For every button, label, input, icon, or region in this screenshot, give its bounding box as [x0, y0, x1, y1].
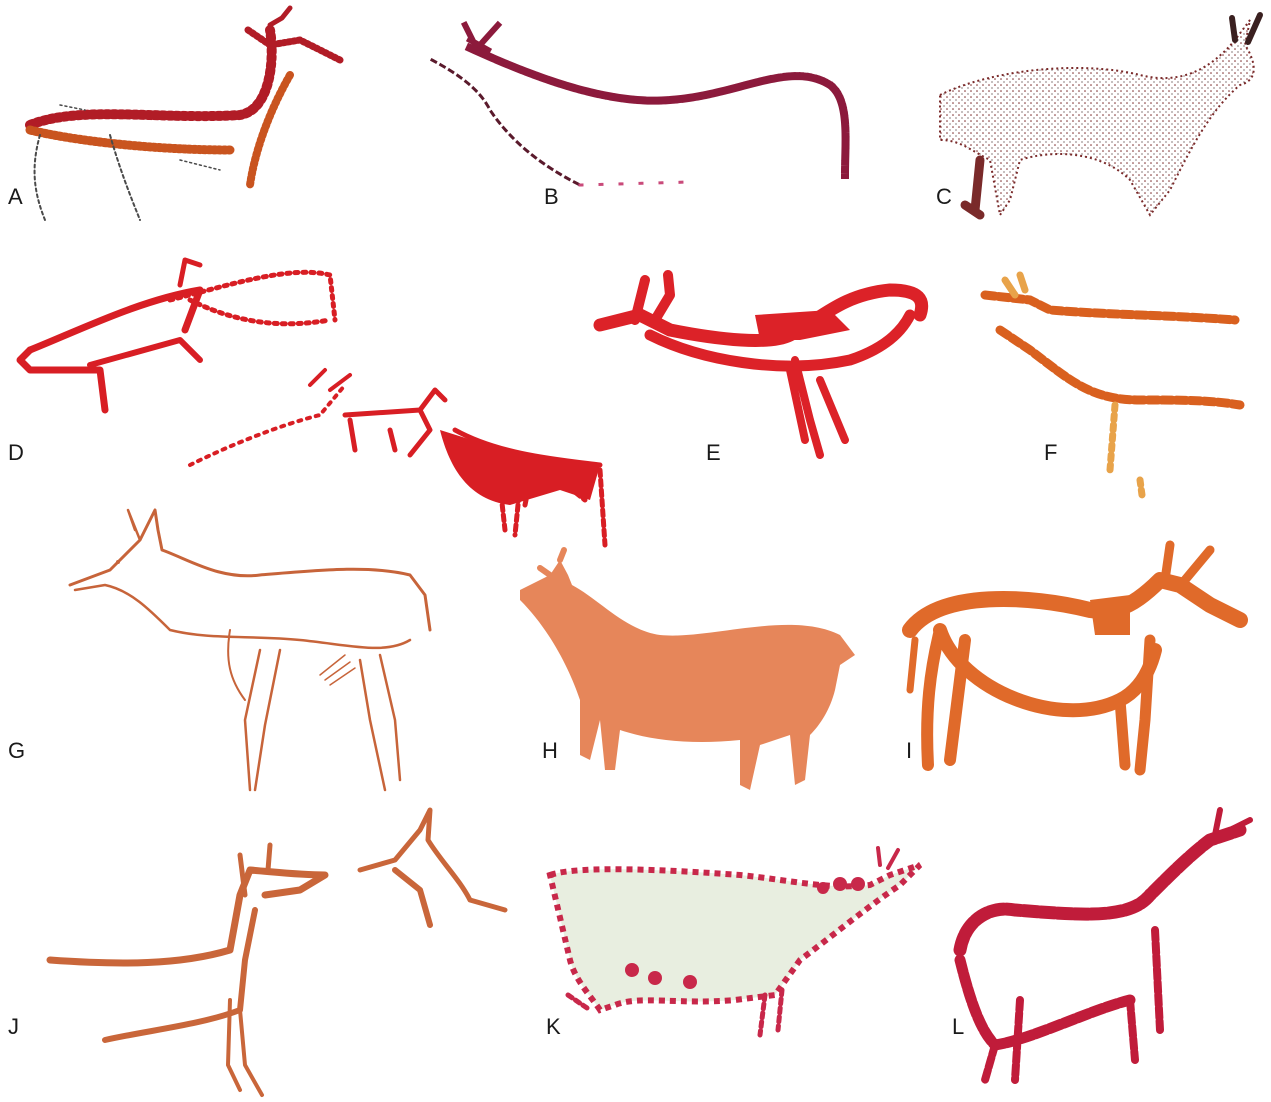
panel-i-drawing — [880, 520, 1271, 800]
panel-h-label: H — [542, 738, 558, 763]
panel-j — [0, 800, 520, 1102]
panel-b — [420, 0, 880, 230]
panel-k — [520, 820, 940, 1102]
panel-l — [940, 800, 1271, 1102]
panel-b-label: B — [544, 184, 559, 209]
panel-a-drawing — [0, 0, 420, 230]
panel-e — [580, 240, 960, 470]
panel-j-drawing — [0, 800, 520, 1102]
panel-f — [970, 240, 1271, 500]
panel-a — [0, 0, 420, 230]
panel-e-label: E — [706, 440, 721, 465]
panel-l-drawing — [940, 800, 1271, 1102]
panel-g-label: G — [8, 738, 26, 763]
panel-f-label: F — [1044, 440, 1058, 465]
panel-g — [0, 500, 460, 800]
panel-d-label: D — [8, 440, 24, 465]
panel-i — [880, 520, 1271, 800]
panel-b-drawing — [420, 0, 880, 230]
panel-c-label: C — [936, 184, 952, 209]
panel-j-label: J — [8, 1014, 19, 1039]
panel-k-drawing — [520, 820, 940, 1102]
panel-h — [460, 540, 880, 800]
panel-a-label: A — [8, 184, 23, 209]
panel-l-label: L — [952, 1014, 965, 1039]
panel-h-drawing — [460, 540, 880, 800]
panel-c — [880, 0, 1271, 230]
panel-i-label: I — [906, 738, 913, 763]
panel-g-drawing — [0, 500, 460, 800]
panel-f-drawing — [970, 240, 1271, 500]
panel-k-label: K — [546, 1014, 561, 1039]
panel-e-drawing — [580, 240, 960, 470]
